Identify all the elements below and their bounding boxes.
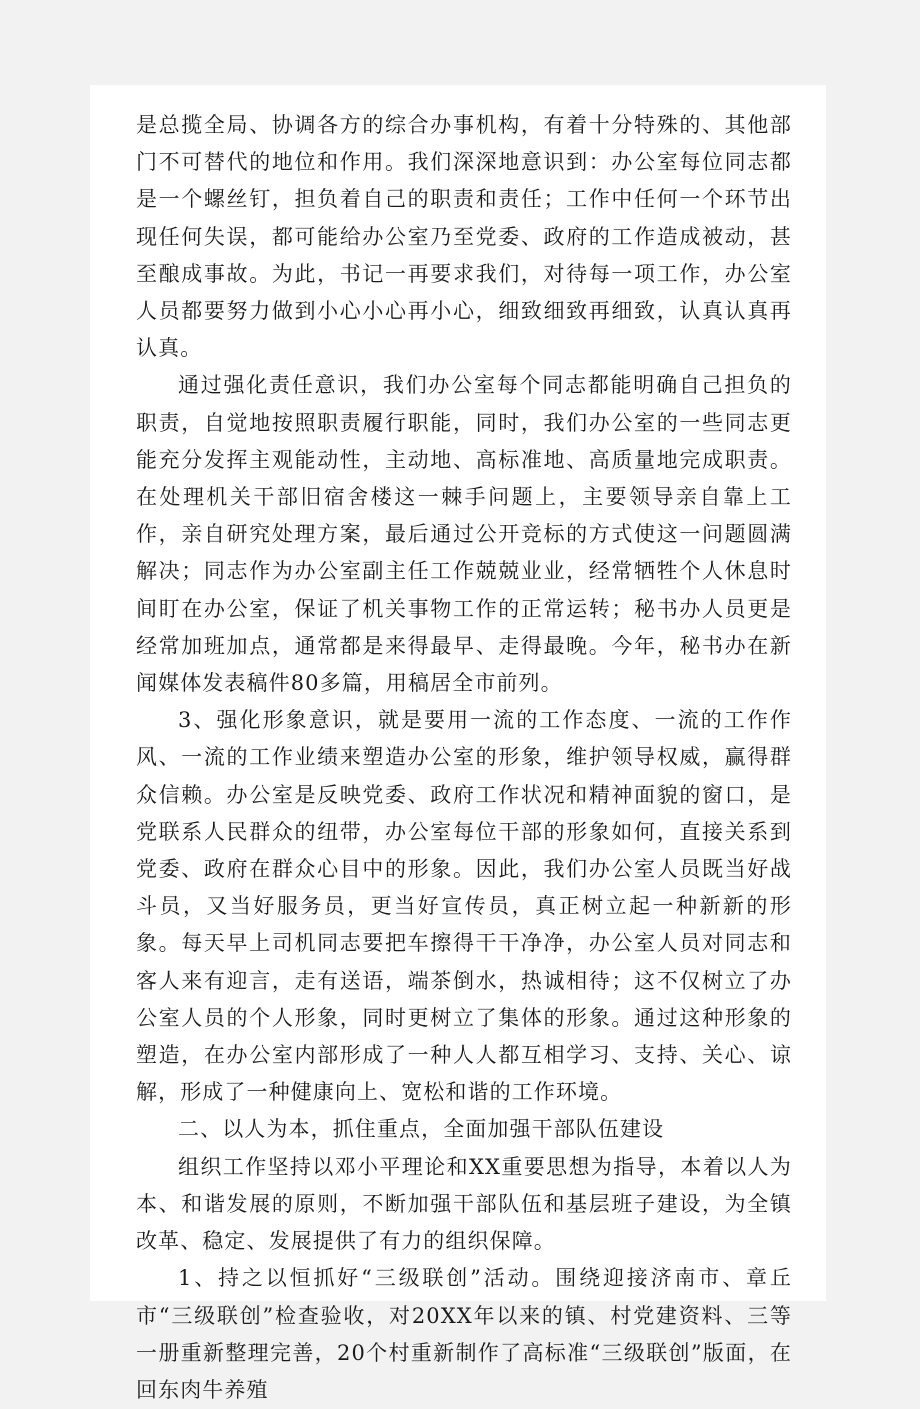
document-body [136,107,792,1409]
paragraph-image-awareness: 3、强化形象意识，就是要用一流的工作态度、一流的工作作风、一流的工作业绩来塑造办公室的形象，维护领导权威，赢得群众信赖。办公室是反映党委、政府工作状况和精神面貌的窗口，是党联系人民群众的纽带，办公室每位干部的形象如何，直接关系到党委、政府在群众心目中的形象。因此，我们办公室人员既当好战斗员，又当好服务员，更当好宣传员，真正树立起一种新新的形象。每天早上司机同志要把车擦得干干净净，办公室人员对同志和客人来有迎言，走有送语，端茶倒水，热诚相待；这不仅树立了办公室人员的个人形象，同时更树立了集体的形象。通过这种形象的塑造，在办公室内部形成了一种人人都互相学习、支持、关心、谅解，形成了一种健康向上、宽松和谐的工作环境。 [136,708,792,1105]
paragraph-office-role: 是总揽全局、协调各方的综合办事机构，有着十分特殊的、其他部门不可替代的地位和作用。我们深深地意识到：办公室每位同志都是一个螺丝钉，担负着自己的职责和责任；工作中任何一个环节出现任何失误，都可能给办公室乃至党委、政府的工作造成被动，甚至酿成事故。为此，书记一再要求我们，对待每一项工作，办公室人员都要努力做到小心小心再小心，细致细致再细致，认真认真再认真。 [136,113,792,361]
paragraph-organization-work: 组织工作坚持以邓小平理论和XX重要思想为指导，本着以人为本、和谐发展的原则，不断加强干部队伍和基层班子建设，为全镇改革、稳定、发展提供了有力的组织保障。 [136,1154,792,1254]
section-heading-people-oriented: 二、以人为本，抓住重点，全面加强干部队伍建设 [178,1117,665,1142]
paragraph-three-level-campaign: 1、持之以恒抓好“三级联创”活动。围绕迎接济南市、章丘市“三级联创”检查验收，对20XX年以来的镇、村党建资料、三等一册重新整理完善，20个村重新制作了高标准“三级联创”版面，在回东肉牛养殖 [136,1266,792,1402]
paragraph-responsibility: 通过强化责任意识，我们办公室每个同志都能明确自己担负的职责，自觉地按照职责履行职能，同时，我们办公室的一些同志更能充分发挥主观能动性，主动地、高标准地、高质量地完成职责。在处理机关干部旧宿舍楼这一棘手问题上，主要领导亲自靠上工作，亲自研究处理方案，最后通过公开竞标的方式使这一问题圆满解决；同志作为办公室副主任工作兢兢业业，经常牺牲个人休息时间盯在办公室，保证了机关事物工作的正常运转；秘书办人员更是经常加班加点，通常都是来得最早、走得最晚。今年，秘书办在新闻媒体发表稿件80多篇，用稿居全市前列。 [136,373,792,696]
document-page [90,85,826,1402]
